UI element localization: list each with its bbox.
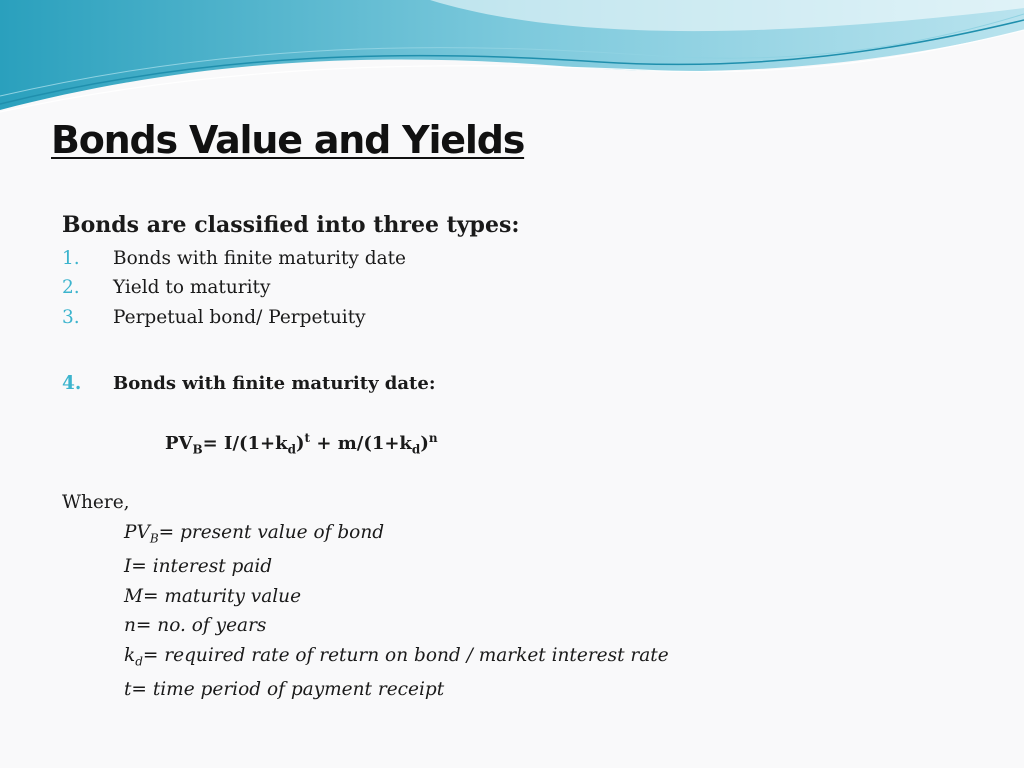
list-text: Bonds with finite maturity date	[113, 248, 406, 269]
list-text: Bonds with finite maturity date:	[113, 373, 436, 394]
slide-title: Bonds Value and Yields	[51, 118, 525, 162]
definition-interest: I= interest paid	[124, 556, 273, 577]
list-number: 4.	[62, 373, 82, 394]
definition-time: t= time period of payment receipt	[124, 679, 445, 700]
definition-pvb: $PV_B=$ present value of bond	[124, 522, 385, 546]
list-number: 2.	[62, 277, 80, 298]
where-label: Where,	[62, 492, 130, 513]
list-number: 1.	[62, 248, 80, 269]
list-text: Perpetual bond/ Perpetuity	[113, 307, 366, 328]
definition-maturity: M= maturity value	[124, 586, 302, 607]
intro-heading: Bonds are classified into three types:	[62, 212, 520, 238]
header-wave-decoration	[0, 0, 1024, 120]
definition-kd: $k_d=$ required rate of return on bond / market interest rate	[124, 645, 669, 669]
definition-years: n= no. of years	[124, 615, 267, 636]
list-text: Yield to maturity	[113, 277, 271, 298]
list-number: 3.	[62, 307, 80, 328]
bond-value-formula: $PV_B= I/(1+k_d)^t + m/(1+k_d)^n$	[165, 431, 438, 457]
